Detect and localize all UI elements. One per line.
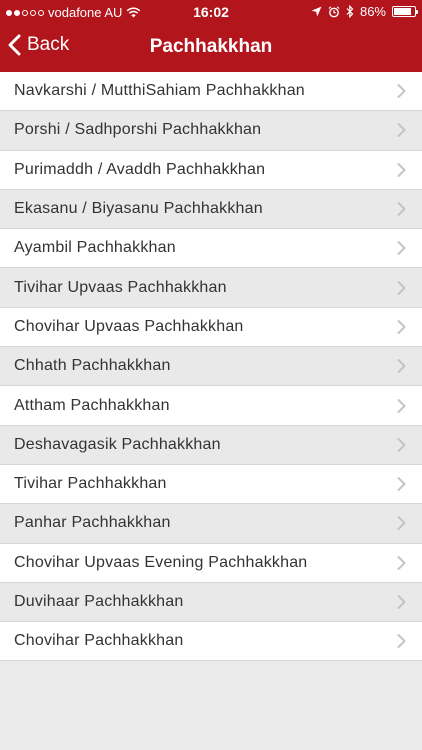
list-item[interactable] <box>0 426 422 465</box>
chevron-right-icon <box>397 123 406 138</box>
list-item[interactable] <box>0 347 422 386</box>
carrier-name: vodafone AU <box>48 5 123 20</box>
list-item[interactable] <box>0 622 422 661</box>
chevron-right-icon <box>397 477 406 492</box>
list-item[interactable] <box>0 229 422 268</box>
list-item-label: Attham Pachhakkhan <box>14 396 170 414</box>
chevron-right-icon <box>397 437 406 452</box>
list-item-label: Panhar Pachhakkhan <box>14 514 171 532</box>
list-item[interactable] <box>0 386 422 425</box>
navigation-bar <box>0 24 422 72</box>
list-item[interactable] <box>0 583 422 622</box>
battery-percent: 86% <box>359 4 386 19</box>
list-item-label: Duvihaar Pachhakkhan <box>14 593 184 610</box>
list-item-label: Chovihar Upvaas Evening Pachhakkhan <box>14 553 308 571</box>
list-item-label: Purimaddh / Avaddh Pachhakkhan <box>14 160 266 178</box>
list-item[interactable] <box>0 544 422 583</box>
alarm-clock-icon <box>328 6 340 18</box>
list-item[interactable] <box>0 504 422 543</box>
list-item-label: Chovihar Upvaas Pachhakkhan <box>14 317 244 335</box>
status-time: 16:02 <box>193 4 229 20</box>
list-item-label: Ayambil Pachhakkhan <box>14 239 176 257</box>
chevron-right-icon <box>397 280 406 295</box>
battery-level <box>394 8 411 15</box>
chevron-right-icon <box>397 634 406 649</box>
chevron-right-icon <box>397 398 406 413</box>
chevron-right-icon <box>397 595 406 610</box>
list-item-label: Chovihar Pachhakkhan <box>14 632 184 650</box>
list-item-label: Tivihar Pachhakkhan <box>14 475 167 493</box>
list-item-label: Deshavagasik Pachhakkhan <box>14 435 221 453</box>
list-item[interactable] <box>0 465 422 504</box>
status-bar <box>0 0 422 24</box>
chevron-right-icon <box>397 359 406 374</box>
battery-icon <box>392 6 416 17</box>
list-item[interactable] <box>0 111 422 150</box>
pachhakkhan-list <box>0 72 422 661</box>
location-arrow-icon <box>311 6 322 17</box>
list-item-label: Navkarshi / MutthiSahiam Pachhakkhan <box>14 82 305 100</box>
chevron-right-icon <box>397 241 406 256</box>
chevron-right-icon <box>397 84 406 99</box>
chevron-right-icon <box>397 516 406 531</box>
list-item[interactable] <box>0 308 422 347</box>
list-item-label: Tivihar Upvaas Pachhakkhan <box>14 278 227 296</box>
back-label: Back <box>27 34 70 55</box>
list-item-label: Porshi / Sadhporshi Pachhakkhan <box>14 121 262 139</box>
chevron-right-icon <box>397 162 406 177</box>
list-item[interactable] <box>0 268 422 307</box>
status-right <box>311 4 416 19</box>
list-item[interactable] <box>0 190 422 229</box>
chevron-right-icon <box>397 319 406 334</box>
list-item-label: Ekasanu / Biyasanu Pachhakkhan <box>14 200 263 218</box>
chevron-right-icon <box>397 202 406 217</box>
app-header <box>0 0 422 72</box>
chevron-right-icon <box>397 555 406 570</box>
bluetooth-icon <box>346 5 354 18</box>
page-title: Pachhakkhan <box>149 36 273 57</box>
list-item[interactable] <box>0 151 422 190</box>
list-item[interactable] <box>0 72 422 111</box>
list-item-label: Chhath Pachhakkhan <box>14 357 171 375</box>
